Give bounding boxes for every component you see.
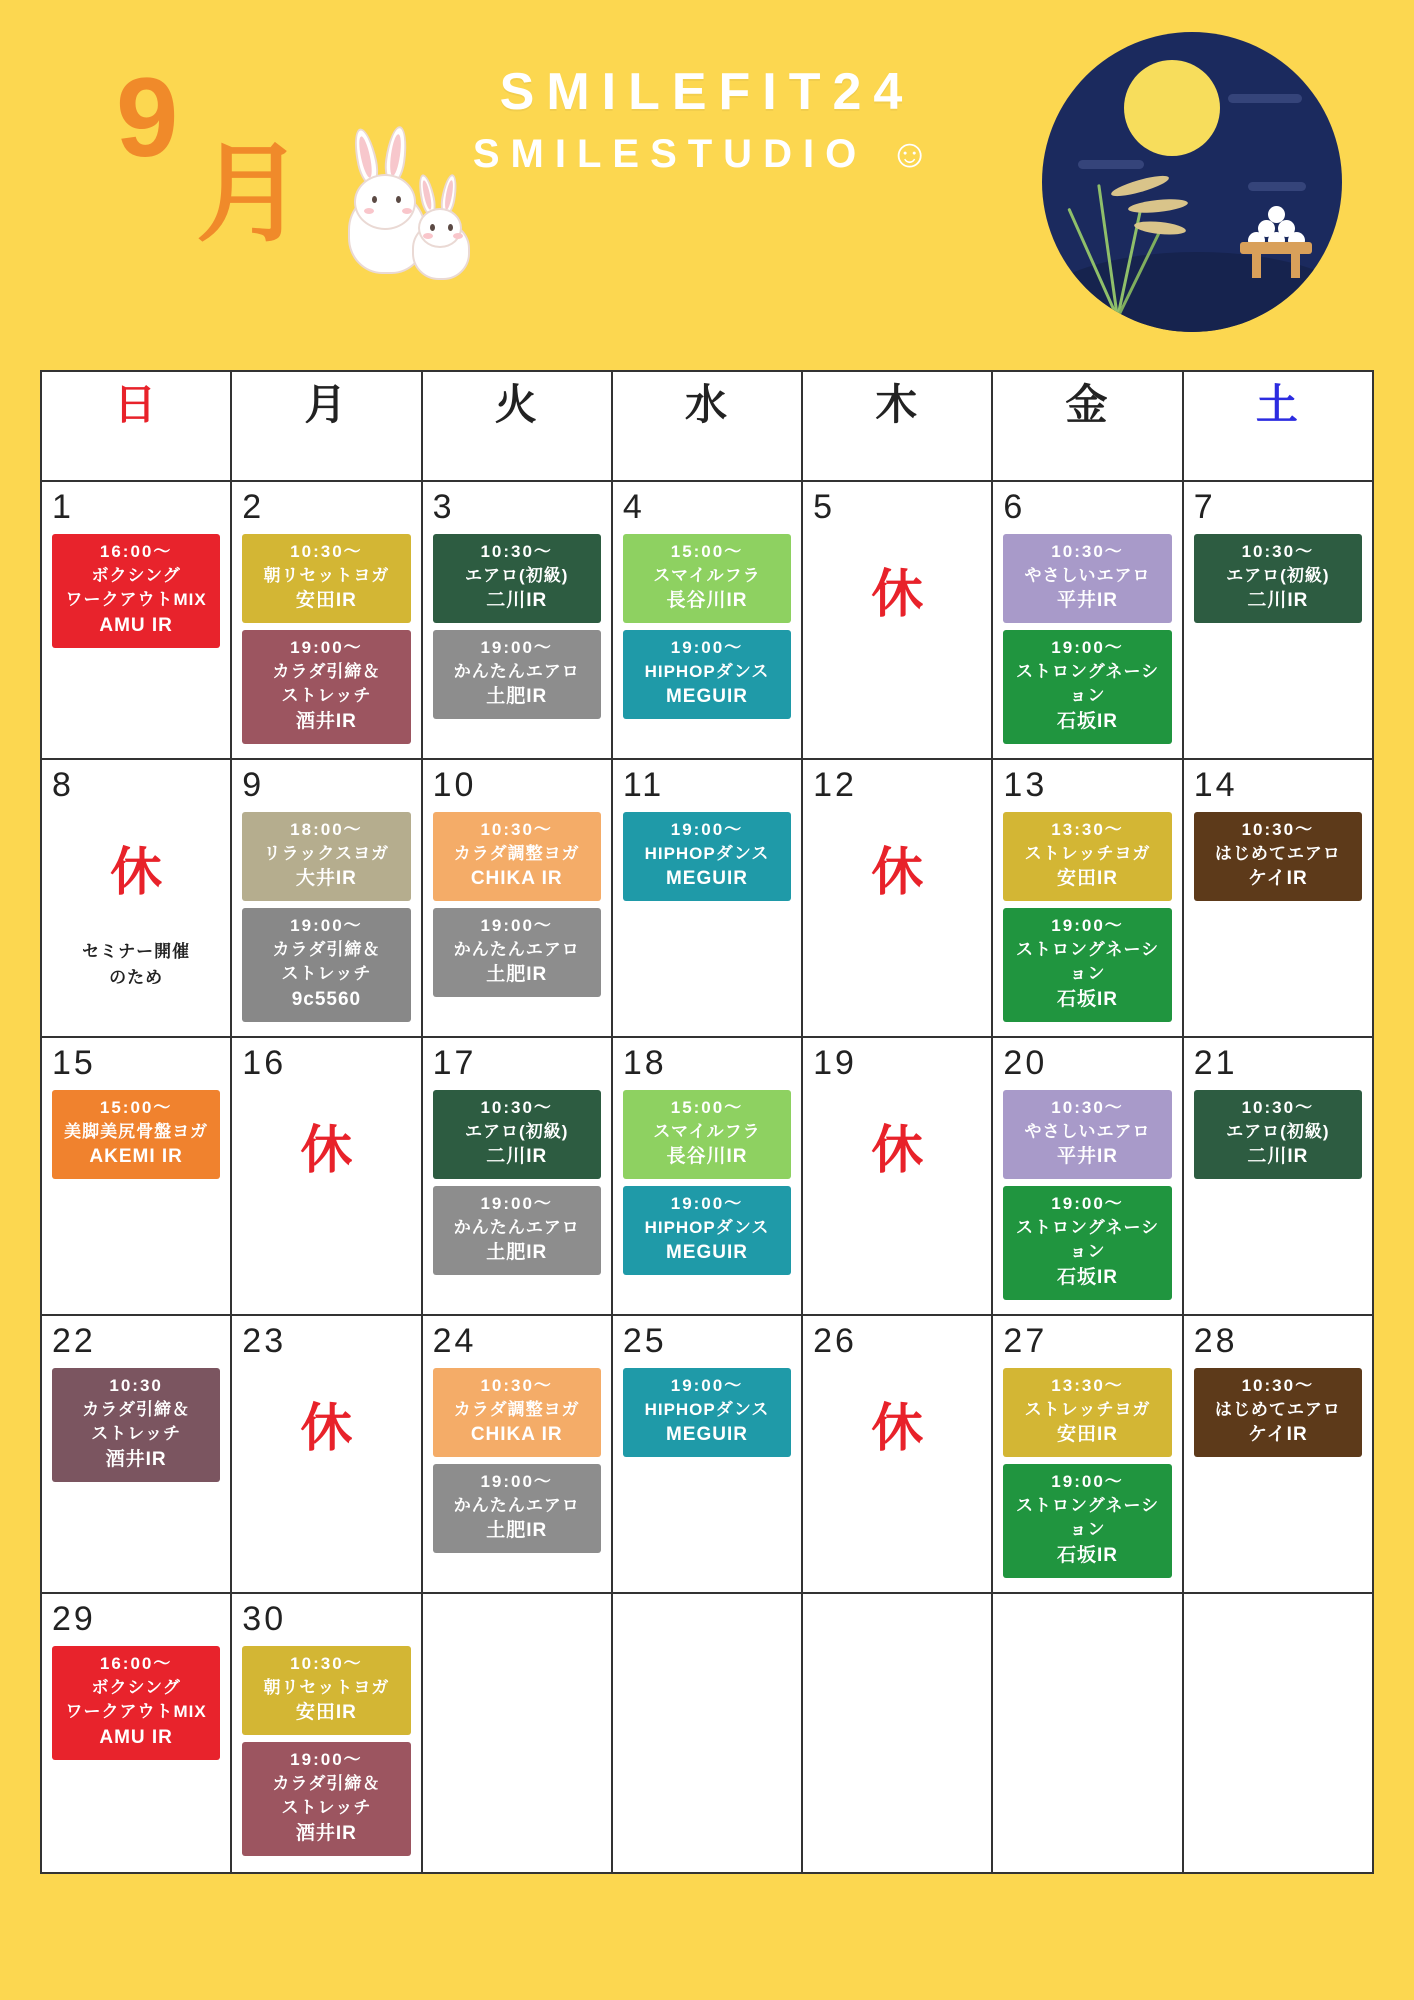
calendar-day-cell[interactable] (612, 759, 802, 1037)
class-name: かんたんエアロ (453, 939, 580, 959)
class-name: ストロングネーション (1015, 939, 1160, 984)
calendar-day-cell[interactable] (1183, 759, 1373, 1037)
class-instructor: 9c5560 (291, 989, 362, 1011)
class-name: カラダ調整ヨガ (453, 1399, 580, 1419)
class-time: 19:00〜 (290, 638, 363, 658)
class-name: ストレッチヨガ (1024, 843, 1151, 863)
calendar-day-cell[interactable] (802, 481, 992, 759)
class-name: はじめてエアロ (1214, 1399, 1341, 1419)
class-time: 10:30〜 (1051, 1098, 1124, 1117)
class-event[interactable] (1194, 534, 1362, 623)
class-time: 10:30〜 (1051, 542, 1124, 561)
class-instructor: MEGUIR (665, 686, 748, 708)
day-number: 25 (622, 1322, 667, 1360)
class-event[interactable] (1003, 1464, 1171, 1578)
calendar-day-cell[interactable] (992, 1315, 1182, 1593)
class-name: 朝リセットヨガ (263, 1677, 390, 1697)
weekday-header-thu: 木 (802, 371, 992, 481)
class-event[interactable] (433, 812, 601, 901)
class-event[interactable] (52, 1090, 220, 1179)
calendar-day-cell[interactable] (422, 1037, 612, 1315)
day-note: セミナー開催 のため (82, 942, 191, 987)
day-number: 29 (52, 1600, 96, 1638)
class-event[interactable] (623, 534, 791, 623)
class-time: 19:00〜 (1051, 916, 1124, 936)
closed-day-mark: 休 (871, 1122, 924, 1180)
class-instructor: 酒井IR (295, 711, 357, 733)
calendar-day-cell[interactable] (802, 759, 992, 1037)
class-time: 19:00〜 (290, 916, 363, 936)
class-event[interactable] (433, 1186, 601, 1275)
calendar-day-cell[interactable] (41, 481, 231, 759)
class-time: 10:30〜 (480, 1376, 553, 1395)
calendar-day-cell[interactable] (992, 759, 1182, 1037)
class-instructor: ケイIR (1248, 1424, 1308, 1446)
day-number (1003, 1602, 1171, 1638)
day-number: 22 (52, 1322, 96, 1360)
calendar-day-cell[interactable] (992, 1593, 1182, 1873)
class-instructor: 長谷川IR (666, 1146, 748, 1168)
class-name: カラダ引締＆ ストレッチ (272, 1773, 381, 1818)
class-event[interactable] (242, 534, 410, 623)
day-number: 28 (1193, 1322, 1238, 1360)
class-name: HIPHOPダンス (644, 1399, 770, 1419)
day-number (623, 1602, 791, 1638)
class-event[interactable] (242, 908, 410, 1022)
class-time: 15:00〜 (99, 1098, 173, 1117)
class-name: エアロ(初級) (1226, 1121, 1330, 1141)
day-number: 18 (622, 1044, 667, 1082)
moon-scene-illustration (1042, 32, 1342, 332)
calendar-day-cell[interactable] (612, 1037, 802, 1315)
class-event[interactable] (433, 1464, 601, 1553)
weekday-header-sun: 日 (41, 371, 231, 481)
calendar-day-cell[interactable] (231, 481, 421, 759)
class-event[interactable] (1003, 1368, 1171, 1457)
class-instructor: MEGUIR (665, 1424, 748, 1446)
day-number: 24 (432, 1322, 477, 1360)
class-event[interactable] (623, 1090, 791, 1179)
class-event[interactable] (1003, 1186, 1171, 1300)
day-number: 9 (242, 766, 265, 804)
class-time: 10:30〜 (1241, 1376, 1315, 1395)
day-number: 1 (52, 488, 74, 526)
class-event[interactable] (1194, 812, 1362, 901)
closed-day-mark: 休 (110, 844, 163, 902)
calendar-week-row (41, 759, 1373, 1037)
class-event[interactable] (242, 630, 410, 744)
day-number (433, 1602, 601, 1638)
class-event[interactable] (433, 1090, 601, 1179)
class-name: スマイルフラ (653, 565, 761, 585)
class-name: スマイルフラ (653, 1121, 761, 1141)
class-instructor: 安田IR (295, 590, 357, 612)
dango-stand-icon (1240, 202, 1312, 280)
day-number: 19 (813, 1044, 857, 1082)
class-instructor: 大井IR (295, 868, 357, 890)
class-name: はじめてエアロ (1214, 843, 1341, 863)
day-number: 21 (1193, 1044, 1238, 1082)
month-kanji: 月 (196, 133, 305, 254)
calendar-week-row (41, 481, 1373, 759)
class-event[interactable] (1003, 630, 1171, 744)
class-time: 10:30 (109, 1376, 163, 1395)
class-time: 19:00〜 (1051, 1194, 1124, 1214)
class-event[interactable] (1003, 1090, 1171, 1179)
calendar-day-cell[interactable] (1183, 1593, 1373, 1873)
moon-icon (1124, 60, 1220, 156)
calendar-day-cell[interactable] (802, 1037, 992, 1315)
class-time: 10:30〜 (290, 1654, 363, 1673)
class-name: 美脚美尻骨盤ヨガ (64, 1121, 209, 1141)
class-name: やさしいエアロ (1024, 565, 1151, 585)
day-number: 20 (1003, 1044, 1048, 1082)
class-name: ストレッチヨガ (1024, 1399, 1151, 1419)
class-instructor: MEGUIR (665, 868, 748, 890)
day-number: 11 (622, 766, 665, 804)
class-instructor: 土肥IR (486, 1242, 548, 1264)
class-time: 16:00〜 (99, 1654, 173, 1673)
day-number: 14 (1193, 766, 1238, 804)
calendar-header-row (41, 371, 1373, 481)
class-time: 19:00〜 (670, 1376, 744, 1395)
weekday-header-tue: 火 (422, 371, 612, 481)
page-title: SMILEFIT24 (499, 63, 915, 121)
calendar-day-cell[interactable] (41, 1315, 231, 1593)
class-event[interactable] (433, 534, 601, 623)
class-name: ストロングネーション (1015, 661, 1160, 706)
class-name: エアロ(初級) (1226, 565, 1330, 585)
month-number: 9 (116, 55, 181, 180)
class-name: エアロ(初級) (465, 565, 569, 585)
class-instructor: MEGUIR (665, 1242, 748, 1264)
class-time: 15:00〜 (670, 542, 744, 561)
class-name: HIPHOPダンス (644, 661, 770, 681)
class-instructor: AKEMI IR (89, 1146, 183, 1168)
class-time: 19:00〜 (480, 1472, 553, 1492)
weekday-header-sat: 土 (1183, 371, 1373, 481)
class-instructor: 石坂IR (1057, 1267, 1119, 1289)
calendar-day-cell[interactable] (231, 1037, 421, 1315)
day-number: 7 (1193, 488, 1216, 526)
class-event[interactable] (623, 812, 791, 901)
class-instructor: 土肥IR (486, 1520, 548, 1542)
day-number: 16 (242, 1044, 287, 1082)
day-number: 6 (1003, 488, 1026, 526)
class-time: 10:30〜 (480, 1098, 553, 1117)
class-name: かんたんエアロ (453, 661, 580, 681)
class-instructor: CHIKA IR (470, 868, 563, 890)
class-time: 10:30〜 (290, 542, 363, 561)
class-time: 19:00〜 (480, 1194, 553, 1214)
class-event[interactable] (1003, 534, 1171, 623)
class-instructor: 酒井IR (105, 1449, 167, 1471)
class-event[interactable] (52, 534, 220, 648)
class-instructor: 安田IR (295, 1702, 357, 1724)
class-instructor: 平井IR (1057, 590, 1119, 612)
class-name: かんたんエアロ (453, 1217, 580, 1237)
calendar-day-cell[interactable] (231, 1593, 421, 1873)
class-name: 朝リセットヨガ (263, 565, 390, 585)
class-time: 10:30〜 (1241, 1098, 1315, 1117)
class-name: ボクシング ワークアウトMIX (65, 1677, 207, 1722)
closed-day-mark: 休 (871, 844, 924, 902)
class-instructor: 長谷川IR (666, 590, 748, 612)
class-time: 19:00〜 (290, 1750, 363, 1770)
class-event[interactable] (242, 1646, 410, 1735)
day-number: 23 (242, 1322, 287, 1360)
class-name: カラダ調整ヨガ (453, 843, 580, 863)
class-event[interactable] (433, 630, 601, 719)
closed-day-mark: 休 (871, 1400, 924, 1458)
weekday-header-wed: 水 (612, 371, 802, 481)
class-time: 18:00〜 (290, 820, 363, 839)
calendar-day-cell[interactable] (612, 481, 802, 759)
class-instructor: 二川IR (486, 590, 548, 612)
calendar-day-cell[interactable] (1183, 1315, 1373, 1593)
day-number: 15 (52, 1044, 96, 1082)
class-instructor: ケイIR (1248, 868, 1308, 890)
day-number: 5 (813, 488, 836, 526)
day-number (1194, 1602, 1362, 1638)
class-time: 10:30〜 (480, 820, 553, 839)
class-instructor: 二川IR (1247, 590, 1309, 612)
calendar-week-row (41, 1593, 1373, 1873)
class-instructor: 石坂IR (1057, 989, 1119, 1011)
class-instructor: 土肥IR (486, 686, 548, 708)
class-instructor: AMU IR (99, 1727, 173, 1749)
class-instructor: CHIKA IR (470, 1424, 563, 1446)
class-instructor: 土肥IR (486, 964, 548, 986)
day-number: 12 (813, 766, 857, 804)
calendar-day-cell[interactable] (231, 1315, 421, 1593)
class-time: 19:00〜 (670, 1194, 744, 1214)
class-name: リラックスヨガ (263, 843, 390, 863)
calendar-day-cell[interactable] (802, 1593, 992, 1873)
class-name: HIPHOPダンス (644, 1217, 770, 1237)
cloud-icon (1228, 94, 1302, 103)
class-name: ストロングネーション (1015, 1495, 1160, 1540)
class-name: カラダ引締＆ ストレッチ (82, 1399, 191, 1444)
class-time: 10:30〜 (1241, 820, 1315, 839)
day-number: 30 (242, 1600, 287, 1638)
closed-day-mark: 休 (300, 1122, 353, 1180)
class-name: ストロングネーション (1015, 1217, 1160, 1262)
calendar-day-cell[interactable] (992, 1037, 1182, 1315)
class-event[interactable] (623, 1368, 791, 1457)
class-instructor: 酒井IR (295, 1823, 357, 1845)
class-name: やさしいエアロ (1024, 1121, 1151, 1141)
class-instructor: AMU IR (99, 615, 173, 637)
calendar-day-cell[interactable] (41, 759, 231, 1037)
class-time: 10:30〜 (1241, 542, 1315, 561)
calendar-day-cell[interactable] (422, 1315, 612, 1593)
class-time: 19:00〜 (670, 638, 744, 658)
class-instructor: 安田IR (1057, 868, 1119, 890)
calendar-day-cell[interactable] (41, 1037, 231, 1315)
class-time: 19:00〜 (480, 916, 553, 936)
class-event[interactable] (1003, 812, 1171, 901)
calendar-day-cell[interactable] (612, 1315, 802, 1593)
calendar-day-cell[interactable] (1183, 1037, 1373, 1315)
class-event[interactable] (1003, 908, 1171, 1022)
class-name: ボクシング ワークアウトMIX (65, 565, 207, 610)
page-subtitle: SMILESTUDIO ☺ (472, 132, 942, 176)
closed-day-mark: 休 (871, 566, 924, 624)
susuki-grass-icon (1076, 168, 1206, 318)
class-instructor: 二川IR (1247, 1146, 1309, 1168)
rabbit-icon (330, 130, 490, 295)
class-event[interactable] (242, 1742, 410, 1856)
class-time: 19:00〜 (1051, 1472, 1124, 1492)
day-number: 26 (813, 1322, 857, 1360)
class-time: 13:30〜 (1051, 820, 1124, 839)
weekday-header-mon: 月 (231, 371, 421, 481)
class-time: 16:00〜 (99, 542, 173, 561)
calendar-day-cell[interactable] (612, 1593, 802, 1873)
cloud-icon (1248, 182, 1306, 191)
class-event[interactable] (242, 812, 410, 901)
class-event[interactable] (623, 630, 791, 719)
day-number: 8 (52, 766, 74, 804)
class-instructor: 石坂IR (1057, 1545, 1119, 1567)
class-event[interactable] (623, 1186, 791, 1275)
class-event[interactable] (1194, 1090, 1362, 1179)
class-time: 10:30〜 (480, 542, 553, 561)
class-name: HIPHOPダンス (644, 843, 770, 863)
class-name: カラダ引締＆ ストレッチ (272, 939, 381, 984)
poster-header (0, 0, 1414, 370)
class-instructor: 平井IR (1057, 1146, 1119, 1168)
class-time: 19:00〜 (670, 820, 744, 839)
closed-day-mark: 休 (300, 1400, 353, 1458)
day-number: 17 (432, 1044, 477, 1082)
calendar-day-cell[interactable] (992, 481, 1182, 759)
class-time: 13:30〜 (1051, 1376, 1124, 1395)
class-name: カラダ引締＆ ストレッチ (272, 661, 381, 706)
class-time: 15:00〜 (670, 1098, 744, 1117)
class-instructor: 石坂IR (1057, 711, 1119, 733)
class-event[interactable] (433, 908, 601, 997)
calendar-week-row (41, 1315, 1373, 1593)
calendar-day-cell[interactable] (1183, 481, 1373, 759)
calendar-day-cell[interactable] (422, 1593, 612, 1873)
class-instructor: 安田IR (1057, 1424, 1119, 1446)
day-number: 27 (1003, 1322, 1048, 1360)
day-number: 2 (242, 488, 265, 526)
day-number: 4 (622, 488, 645, 526)
class-event[interactable] (52, 1646, 220, 1760)
class-event[interactable] (1194, 1368, 1362, 1457)
schedule-calendar (40, 370, 1374, 1874)
class-time: 19:00〜 (480, 638, 553, 658)
calendar-day-cell[interactable] (422, 481, 612, 759)
class-name: かんたんエアロ (453, 1495, 580, 1515)
calendar-day-cell[interactable] (41, 1593, 231, 1873)
weekday-header-fri: 金 (992, 371, 1182, 481)
class-time: 19:00〜 (1051, 638, 1124, 658)
calendar-week-row (41, 1037, 1373, 1315)
day-number: 10 (432, 766, 477, 804)
calendar-body (41, 481, 1373, 1873)
calendar-day-cell[interactable] (231, 759, 421, 1037)
day-number (813, 1602, 981, 1638)
class-event[interactable] (52, 1368, 220, 1482)
class-instructor: 二川IR (486, 1146, 548, 1168)
day-number: 13 (1003, 766, 1048, 804)
class-name: エアロ(初級) (465, 1121, 569, 1141)
calendar-day-cell[interactable] (422, 759, 612, 1037)
calendar-day-cell[interactable] (802, 1315, 992, 1593)
day-number: 3 (432, 488, 455, 526)
class-event[interactable] (433, 1368, 601, 1457)
